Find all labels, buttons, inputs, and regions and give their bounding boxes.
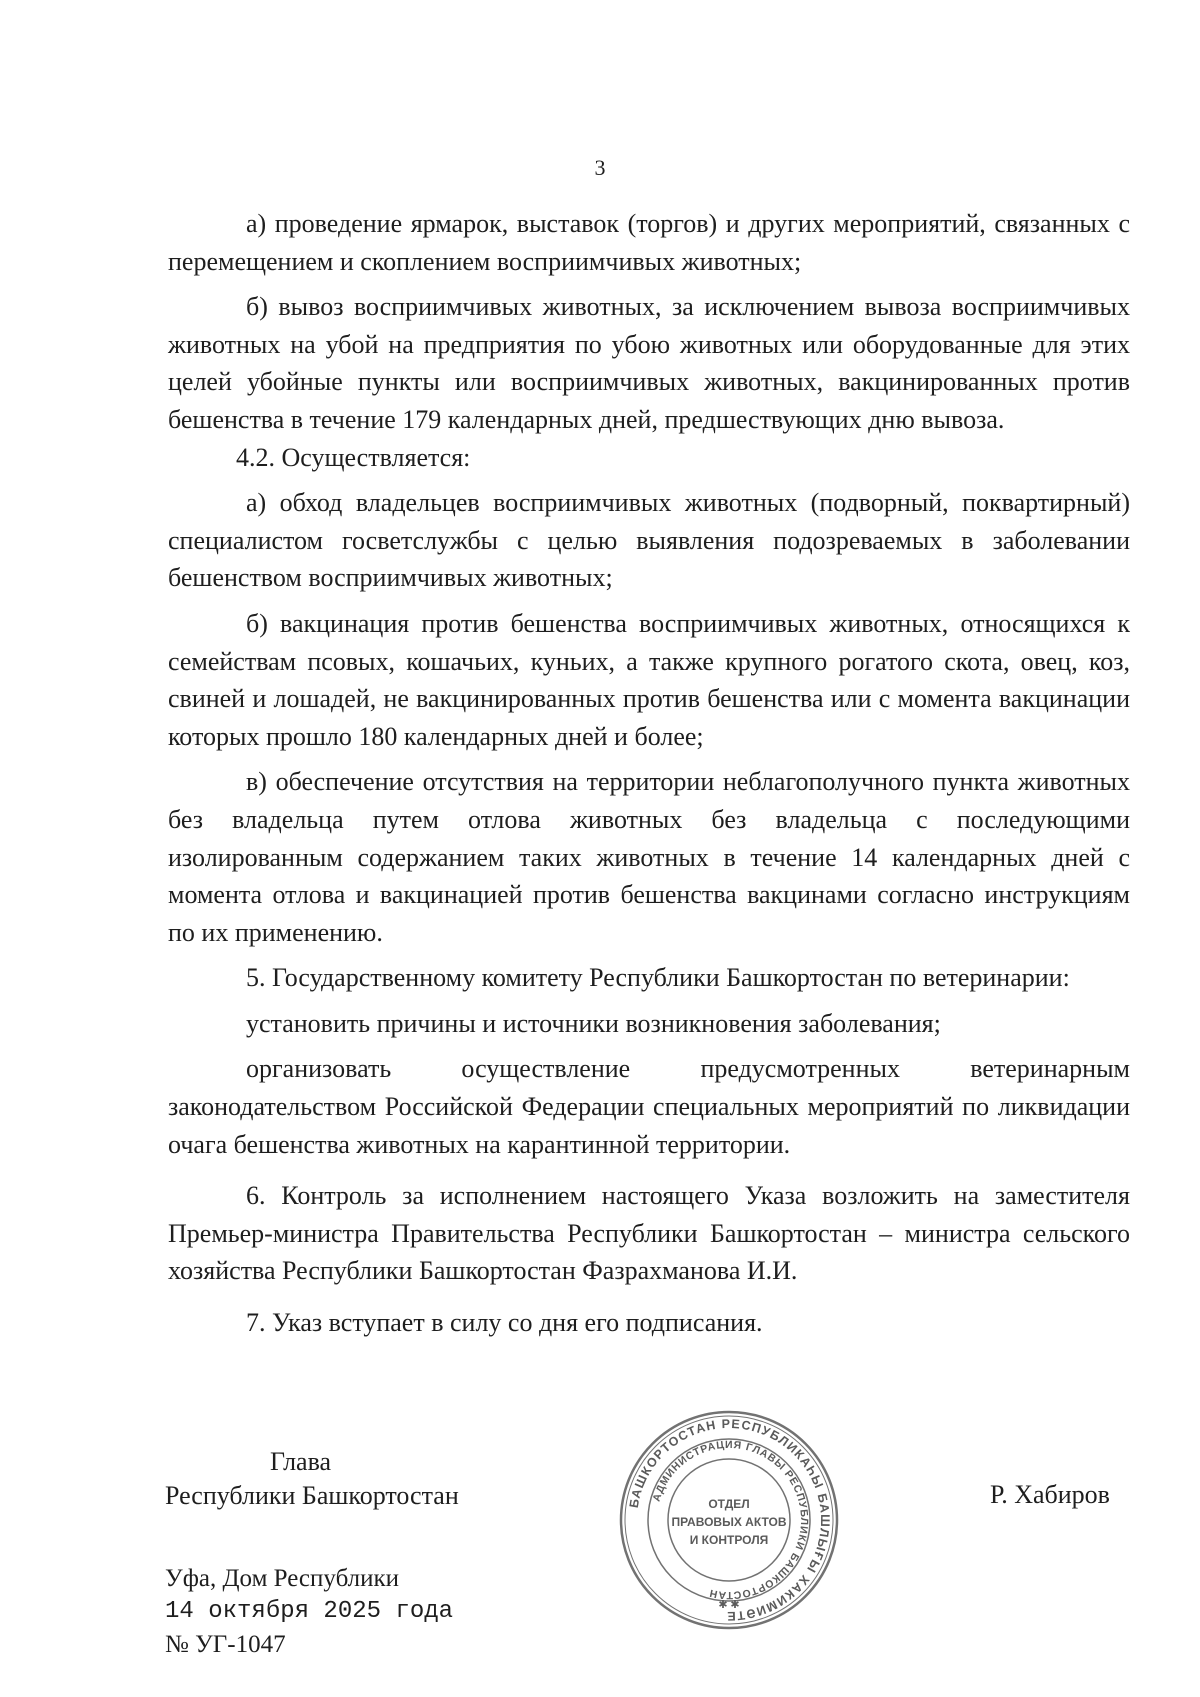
seal-star-icons [718, 1599, 739, 1611]
seal-center-line2: ПРАВОВЫХ АКТОВ [671, 1515, 787, 1529]
paragraph-4-1-a: а) проведение ярмарок, выставок (торгов) и других мероприятий, связанных с перемещением и скоплением восприимчивых животных; [168, 209, 1130, 276]
seal-outer-text: БАШКОРТОСТАН РЕСПУБЛИКАҺЫ БАШЛЫҒЫ ХАКИМИӘТЕ [626, 1416, 833, 1624]
page-number: 3 [594, 155, 606, 180]
paragraph-6: 6. Контроль за исполнением настоящего Указа возложить на заместителя Премьер-министра Правительства Республики Башкортостан – министра сельского хозяйства Республики Башкортостан Фазрахманова И.И. [168, 1181, 1130, 1286]
paragraph-4-2-c: в) обеспечение отсутствия на территории неблагополучного пункта животных без владельца путем отлова животных без владельца с последующими изолированным содержанием таких животных в течение 14 календарных дней с момента отлова и вакцинацией против бешенства вакцинами согласно инструкциям по их применению. [168, 767, 1130, 947]
seal-star-icon: ✱ ✱ [718, 1599, 740, 1611]
signatory-title [165, 1445, 459, 1513]
date: 14 октября 2025 года [165, 1598, 454, 1625]
paragraph-5-2: организовать осуществление предусмотренных ветеринарным законодательством Российской Федерации специальных мероприятий по ликвидации очага бешенства животных на карантинной территории. [168, 1054, 1130, 1159]
paragraph-4-2: 4.2. Осуществляется: [236, 442, 471, 472]
place-date-block [165, 1562, 453, 1661]
official-seal [617, 1408, 841, 1632]
paragraph-5: 5. Государственному комитету Республики Башкортостан по ветеринарии: [246, 963, 1070, 993]
paragraph-4-2-b: б) вакцинация против бешенства восприимчивых животных, относящихся к семействам псовых, кошачьих, куньих, а также крупного рогатого скота, овец, коз, свиней и лошадей, не вакцинированных против бешенства или с момента вакцинации которых прошло 180 календарных дней и более; [168, 608, 1130, 751]
signatory-name: Р. Хабиров [990, 1480, 1110, 1509]
paragraph-5-1: установить причины и источники возникновения заболевания; [246, 1008, 941, 1038]
paragraph-7: 7. Указ вступает в силу со дня его подписания. [246, 1308, 763, 1338]
paragraph-4-1-b: б) вывоз восприимчивых животных, за исключением вывоза восприимчивых животных на убой на предприятия по убою животных или оборудованные для этих целей убойные пункты или восприимчивых животных, вакцинированных против бешенства в течение 179 календарных дней, предшествующих дню вывоза. [168, 292, 1130, 434]
paragraph-4-2-a: а) обход владельцев восприимчивых животных (подворный, поквартирный) специалистом госветслужбы с целью выявления подозреваемых в заболевании бешенством восприимчивых животных; [168, 488, 1130, 593]
seal-center-line1: ОТДЕЛ [708, 1497, 750, 1511]
document-body [168, 205, 1130, 1342]
place: Уфа, Дом Республики [165, 1565, 400, 1592]
signatory-title-line1: Глава [270, 1447, 332, 1476]
seal-inner-text: АДМИНИСТРАЦИЯ ГЛАВЫ РЕСПУБЛИКИ БАШКОРТОСТАН [650, 1438, 811, 1602]
seal-center-line3: И КОНТРОЛЯ [689, 1533, 769, 1547]
document-number: № УГ-1047 [165, 1631, 286, 1658]
signatory-title-line2: Республики Башкортостан [165, 1481, 459, 1510]
